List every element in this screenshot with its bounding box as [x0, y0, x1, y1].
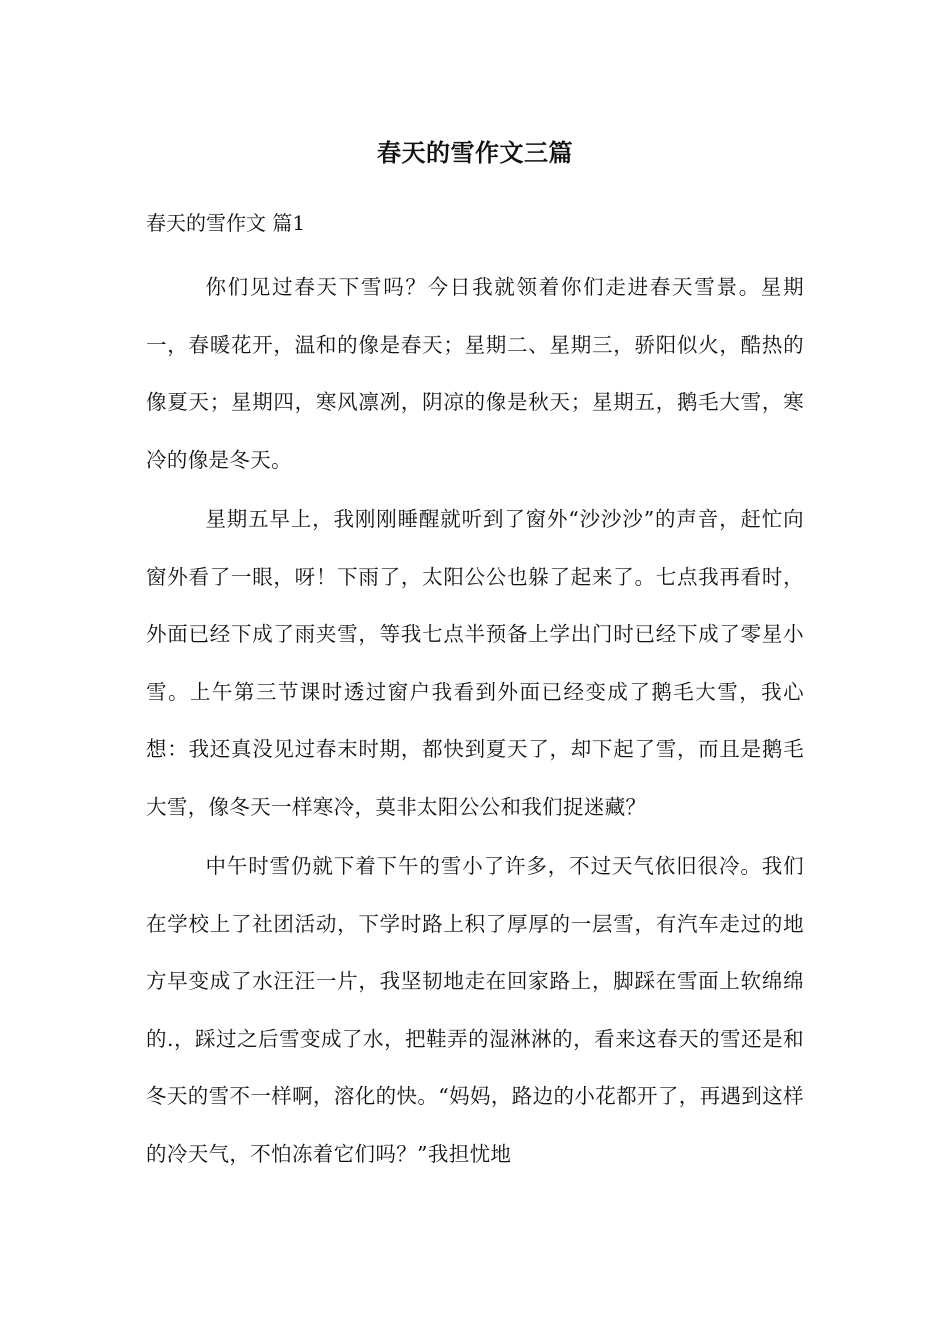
document-body: [146, 259, 804, 1185]
document-title: 春天的雪作文三篇: [377, 138, 573, 167]
paragraph-2: 星期五早上，我刚刚睡醒就听到了窗外“沙沙沙”的声音，赶忙向窗外看了一眼，呀！下雨了，太阳公公也躲了起来了。七点我再看时，外面已经下成了雨夹雪，等我七点半预备上学出门时已经下成了零星小雪。上午第三节课时透过窗户我看到外面已经变成了鹅毛大雪，我心想：我还真没见过春末时期，都快到夏天了，却下起了雪，而且是鹅毛大雪，像冬天一样寒冷，莫非太阳公公和我们捉迷藏？: [146, 507, 804, 819]
paragraph-1: 你们见过春天下雪吗？今日我就领着你们走进春天雪景。星期一，春暖花开，温和的像是春天；星期二、星期三，骄阳似火，酷热的像夏天；星期四，寒风凛冽，阴凉的像是秋天；星期五，鹅毛大雪，寒冷的像是冬天。: [146, 275, 804, 472]
paragraph-3: 中午时雪仍就下着下午的雪小了许多，不过天气依旧很冷。我们在学校上了社团活动，下学时路上积了厚厚的一层雪，有汽车走过的地方早变成了水汪汪一片，我坚韧地走在回家路上，脚踩在雪面上软绵绵的.，踩过之后雪变成了水，把鞋弄的湿淋淋的，看来这春天的雪还是和冬天的雪不一样啊，溶化的快。“妈妈，路边的小花都开了，再遇到这样的冷天气，不怕冻着它们吗？”我担忧地: [146, 854, 804, 1166]
section-heading: 春天的雪作文 篇1: [146, 211, 306, 235]
